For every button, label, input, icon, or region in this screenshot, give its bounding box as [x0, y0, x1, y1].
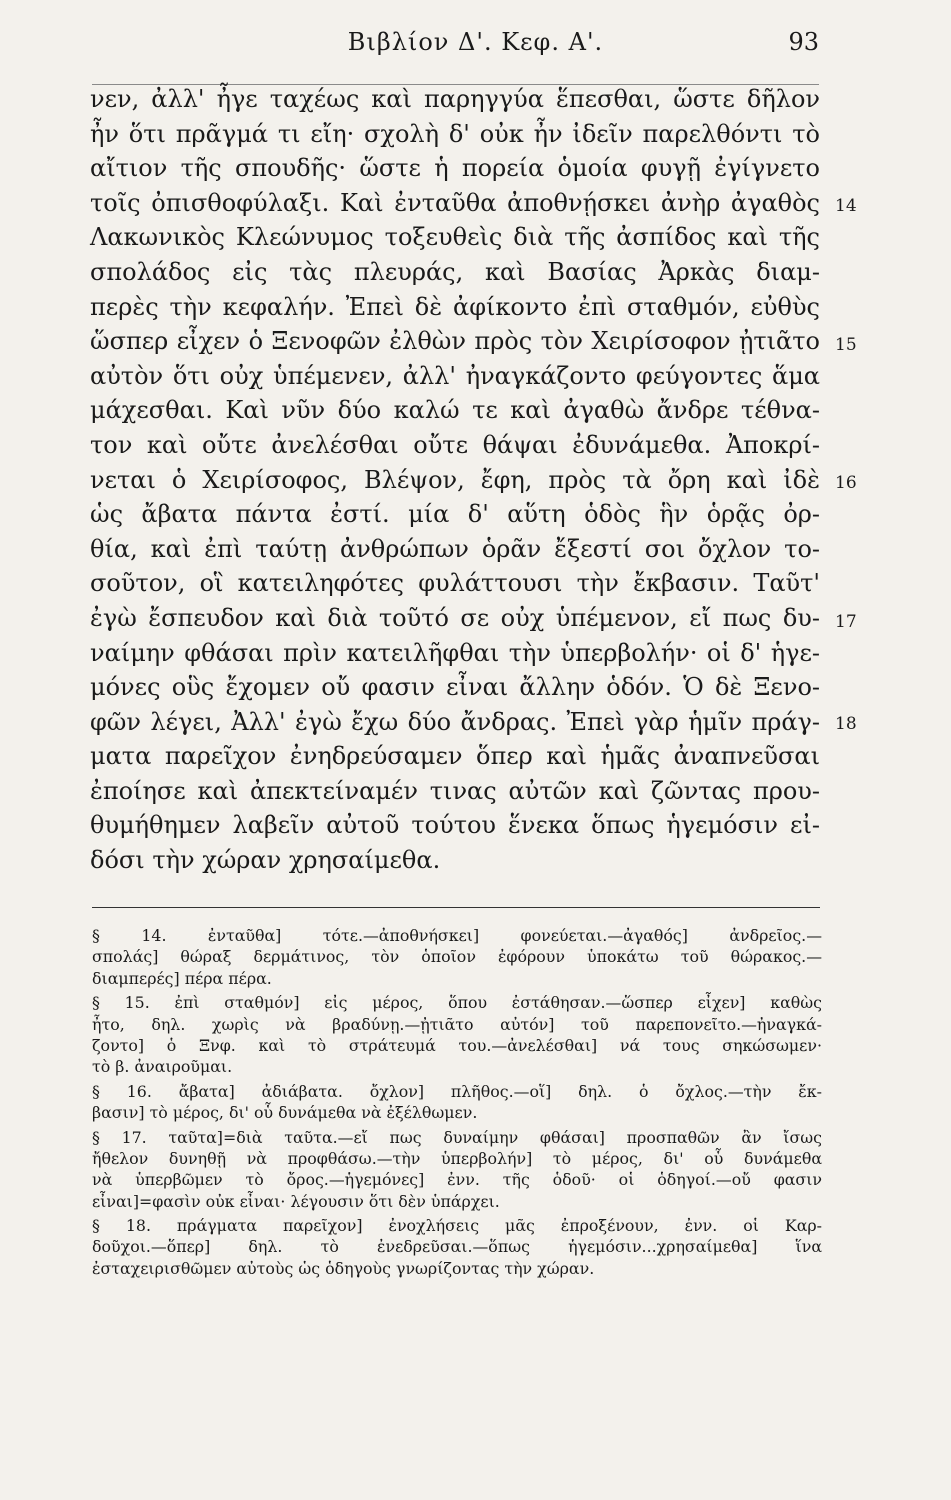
footnote-line: τὸ β. ἀναιροῦμαι. [92, 1057, 233, 1077]
section-number: 18 [835, 714, 857, 734]
text-line: ναίμην φθάσαι πρὶν κατειλῆφθαι τὴν ὑπερβολήν· οἱ δ' ἡγε- [90, 638, 820, 667]
text-line: Λακωνικὸς Κλεώνυμος τοξευθεὶς διὰ τῆς ἀσπίδος καὶ τῆς [90, 223, 820, 252]
text-line: σπολάδος εἰς τὰς πλευράς, καὶ Βασίας Ἀρκὰς διαμ- [90, 257, 820, 286]
text-line: ἐποίησε καὶ ἀπεκτείναμέν τινας αὐτῶν καὶ ζῶντας πρου- [90, 776, 820, 805]
footnote-line: βασιν] τὸ μέρος, δι' οὗ δυνάμεθα νὰ ἐξέλθωμεν. [92, 1103, 478, 1123]
page-header [0, 18, 951, 70]
running-head: Βιβλίον Δ'. Κεφ. Α'. [347, 28, 604, 56]
footnote-line: νὰ ὑπερβῶμεν τὸ ὄρος.—ἡγεμόνες] ἐνν. τῆς ὁδοῦ· οἱ ὁδηγοί.—οὔ φασιν [92, 1170, 822, 1190]
section-number: 15 [835, 335, 857, 355]
footnote-line: § 18. πράγματα παρεῖχον] ἐνοχλήσεις μᾶς ἐπροξένουν, ἐνν. οἱ Καρ- [92, 1216, 822, 1236]
text-line: θυμήθημεν λαβεῖν αὐτοῦ τούτου ἕνεκα ὅπως ἡγεμόσιν εἰ- [90, 811, 820, 840]
text-line: φῶν λέγει, Ἀλλ' ἐγὼ ἔχω δύο ἄνδρας. Ἐπεὶ γὰρ ἡμῖν πράγ- [90, 707, 820, 736]
main-text [90, 82, 820, 878]
footnote-line: ἤθελον δυνηθῇ νὰ προφθάσω.—τὴν ὑπερβολήν] τὸ μέρος, δι' οὗ δυνάμεθα [92, 1148, 822, 1168]
footnote-line: § 17. ταῦτα]=διὰ ταῦτα.—εἴ πως δυναίμην φθάσαι] προσπαθῶν ἂν ἴσως [92, 1127, 822, 1147]
footnotes [92, 925, 822, 1279]
text-line: αἴτιον τῆς σπουδῆς· ὥστε ἡ πορεία ὁμοία φυγῇ ἐγίγνετο [90, 154, 820, 183]
text-line: νεται ὁ Χειρίσοφος, Βλέψον, ἔφη, πρὸς τὰ ὄρη καὶ ἰδὲ [90, 465, 820, 494]
footnote-line: δοῦχοι.—ὅπερ] δηλ. τὸ ἐνεδρεῦσαι.—ὅπως ἡγεμόσιν...χρησαίμεθα] ἵνα [92, 1237, 822, 1257]
text-line: ἦν ὅτι πρᾶγμά τι εἴη· σχολὴ δ' οὐκ ἦν ἰδεῖν παρελθόντι τὸ [90, 119, 820, 148]
text-line: νεν, ἀλλ' ἦγε ταχέως καὶ παρηγγύα ἕπεσθαι, ὥστε δῆλον [90, 85, 820, 113]
footnote-line: σπολάς] θώραξ δερμάτινος, τὸν ὁποῖον ἐφόρουν ὑποκάτω τοῦ θώρακος.— [92, 947, 822, 967]
footnote-line: ζοντο] ὁ Ξνφ. καὶ τὸ στράτευμά του.—ἀνελέσθαι] νά τους σηκώσωμεν· [92, 1035, 822, 1055]
text-line: δόσι τὴν χώραν χρησαίμεθα. [90, 846, 441, 875]
text-line: αὐτὸν ὅτι οὐχ ὑπέμενεν, ἀλλ' ἠναγκάζοντο φεύγοντες ἅμα [90, 361, 820, 390]
page-number: 93 [788, 28, 819, 56]
section-number: 16 [835, 473, 857, 493]
footnote-line: ἦτο, δηλ. χωρὶς νὰ βραδύνῃ.—ᾐτιᾶτο αὐτόν] τοῦ παρεπονεῖτο.—ἠναγκά- [92, 1014, 822, 1034]
footnote-line: διαμπερές] πέρα πέρα. [92, 968, 272, 988]
text-line: ματα παρεῖχον ἐνηδρεύσαμεν ὅπερ καὶ ἡμᾶς ἀναπνεῦσαι [90, 742, 820, 771]
footnote-line: § 14. ἐνταῦθα] τότε.—ἀποθνήσκει] φονεύεται.—ἀγαθός] ἀνδρεῖος.— [92, 926, 822, 945]
text-line: περὲς τὴν κεφαλήν. Ἐπεὶ δὲ ἀφίκοντο ἐπὶ σταθμόν, εὐθὺς [90, 292, 820, 321]
footnote-line: εἶναι]=φασὶν οὐκ εἶναι· λέγουσιν ὅτι δὲν ὑπάρχει. [92, 1191, 500, 1211]
text-line: ὡς ἄβατα πάντα ἐστί. μία δ' αὕτη ὁδὸς ἣν ὁρᾷς ὀρ- [90, 500, 820, 529]
text-line: τοῖς ὀπισθοφύλαξι. Καὶ ἐνταῦθα ἀποθνῄσκει ἀνὴρ ἀγαθὸς [90, 188, 820, 217]
footnote-line: § 15. ἐπὶ σταθμόν] εἰς μέρος, ὅπου ἐστάθησαν.—ὥσπερ εἶχεν] καθὼς [92, 993, 822, 1013]
text-line: μόνες οὓς ἔχομεν οὔ φασιν εἶναι ἄλλην ὁδόν. Ὁ δὲ Ξενο- [90, 673, 820, 702]
text-line: ἐγὼ ἔσπευδον καὶ διὰ τοῦτό σε οὐχ ὑπέμενον, εἴ πως δυ- [90, 603, 820, 632]
footnote-rule [92, 907, 820, 908]
text-line: τον καὶ οὔτε ἀνελέσθαι οὔτε θάψαι ἐδυνάμεθα. Ἀποκρί- [90, 430, 820, 459]
text-line: θία, καὶ ἐπὶ ταύτῃ ἀνθρώπων ὁρᾶν ἔξεστί σοι ὄχλον το- [90, 534, 820, 563]
text-line: σοῦτον, οἳ κατειληφότες φυλάττουσι τὴν ἔκβασιν. Ταῦτ' [90, 569, 820, 598]
footnote-line: ἐσταχειρισθῶμεν αὐτοὺς ὡς ὁδηγοὺς γνωρίζοντας τὴν χώραν. [92, 1258, 595, 1278]
text-line: μάχεσθαι. Καὶ νῦν δύο καλώ τε καὶ ἀγαθὼ ἄνδρε τέθνα- [90, 396, 820, 425]
section-number: 14 [835, 196, 857, 216]
footnote-line: § 16. ἄβατα] ἀδιάβατα. ὄχλον] πλῆθος.—οἵ] δηλ. ὁ ὄχλος.—τὴν ἔκ- [92, 1081, 822, 1101]
section-number: 17 [835, 612, 857, 632]
text-line: ὥσπερ εἶχεν ὁ Ξενοφῶν ἐλθὼν πρὸς τὸν Χειρίσοφον ᾐτιᾶτο [90, 327, 820, 356]
